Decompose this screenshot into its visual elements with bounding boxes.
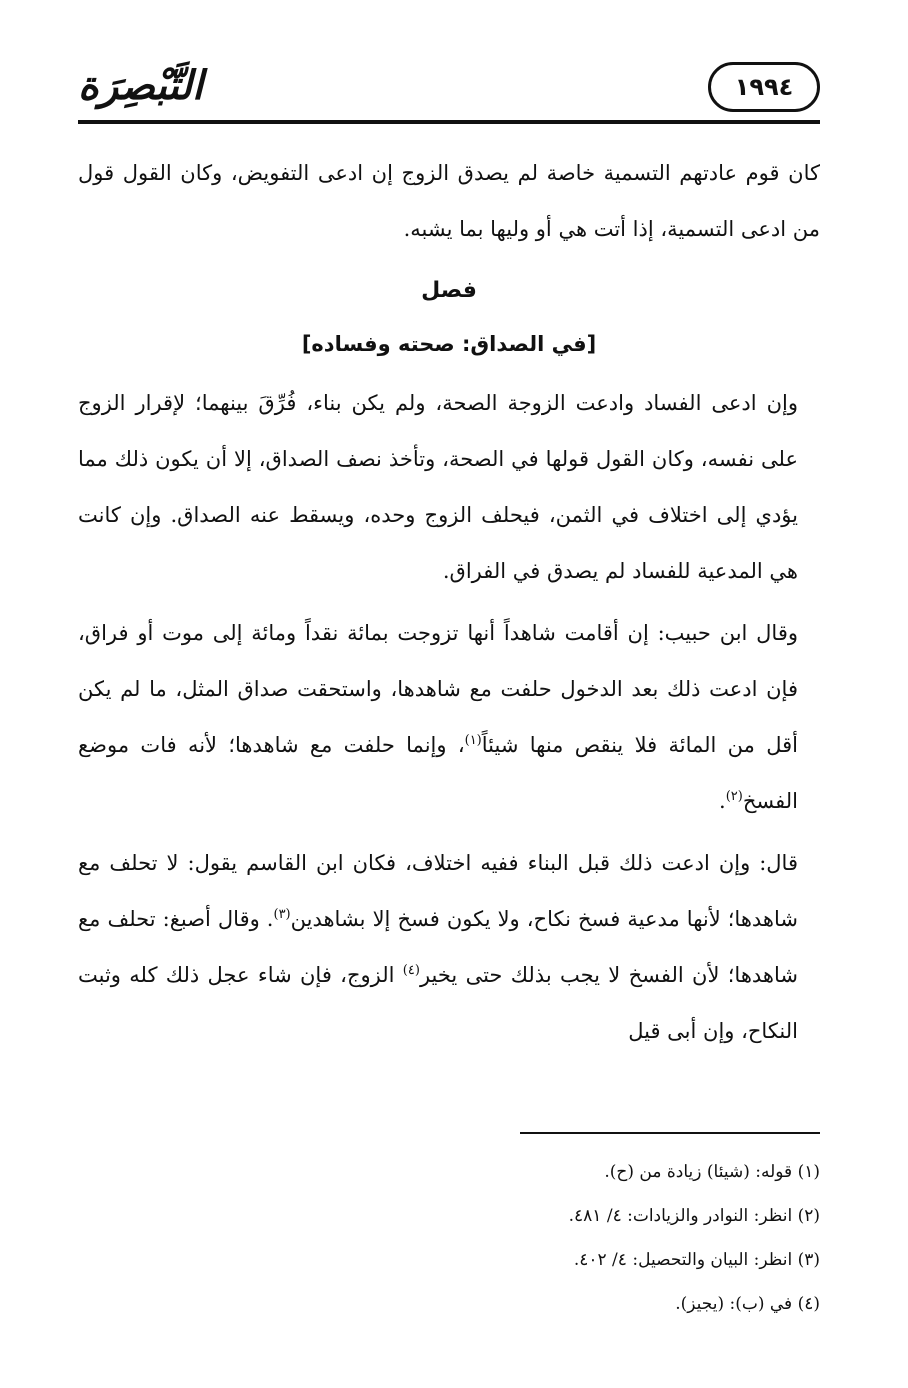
book-title: التَّبْصِرَة	[78, 62, 204, 109]
footnote-4: (٤) في (ب): (يجيز).	[675, 1294, 820, 1314]
paragraph-3-part-a: وقال ابن حبيب: إن أقامت شاهداً أنها تزوجت بمائة نقداً ومائة إلى موت أو فراق، فإن ادعت ذلك بعد الدخول حلفت مع شاهدها، واستحقت صداق المثل، ما لم يكن أقل من المائة فلا ينقص منها شيئاً	[78, 621, 798, 757]
paragraph-2: وإن ادعى الفساد وادعت الزوجة الصحة، ولم يكن بناء، فُرِّقَ بينهما؛ لإقرار الزوج على نفسه، وكان القول قولها في الصحة، وتأخذ نصف الصداق، إلا أن يكون ذلك مما يؤدي إلى اختلاف في الثمن، فيحلف الزوج وحده، ويسقط عنه الصداق. وإن كانت هي المدعية للفساد لم يصدق في الفراق.	[78, 391, 798, 583]
footnote-divider	[520, 1132, 820, 1134]
footnote-ref-3: (٣)	[273, 907, 291, 922]
paragraph-4-part-c: الزوج، فإن شاء عجل ذلك كله وثبت النكاح، وإن أبى قيل	[78, 963, 798, 1043]
footnote-1: (١) قوله: (شيئا) زيادة من (ح).	[604, 1162, 820, 1182]
page-number: ١٩٩٤	[734, 73, 794, 101]
footnote-ref-4: (٤)	[402, 963, 420, 978]
paragraph-3-part-c: .	[719, 789, 726, 813]
footnotes	[78, 1150, 820, 1326]
section-title: فصل	[421, 278, 477, 303]
footnote-ref-2: (٢)	[725, 789, 743, 804]
main-text	[78, 145, 820, 1065]
footnote-ref-1: (١)	[464, 733, 482, 748]
paragraph-3	[78, 605, 820, 829]
paragraph-3-part-b: ، وإنما حلفت مع شاهدها؛ لأنه فات موضع الفسخ	[78, 733, 798, 813]
section-subtitle: [في الصداق: صحته وفساده]	[301, 332, 597, 356]
footnote-2: (٢) انظر: النوادر والزيادات: ٤/ ٤٨١.	[568, 1206, 820, 1226]
paragraph-4-part-a: قال: وإن ادعت ذلك قبل البناء ففيه اختلاف، فكان ابن القاسم يقول: لا تحلف مع شاهدها؛ لأنها مدعية فسخ نكاح، ولا يكون فسخ إلا بشاهدين	[78, 851, 798, 931]
footnote-3: (٣) انظر: البيان والتحصيل: ٤/ ٤٠٢.	[573, 1250, 820, 1270]
page-header	[78, 56, 820, 126]
paragraph-4	[78, 835, 820, 1059]
page-number-badge	[708, 62, 820, 112]
paragraph-1: كان قوم عادتهم التسمية خاصة لم يصدق الزوج إن ادعى التفويض، وكان القول قول من ادعى التسمية، إذا أتت هي أو وليها بما يشبه.	[78, 161, 820, 241]
header-rule	[78, 120, 820, 124]
paragraph-4-part-b: . وقال أصبغ: تحلف مع شاهدها؛ لأن الفسخ لا يجب بذلك حتى يخير	[78, 907, 799, 987]
